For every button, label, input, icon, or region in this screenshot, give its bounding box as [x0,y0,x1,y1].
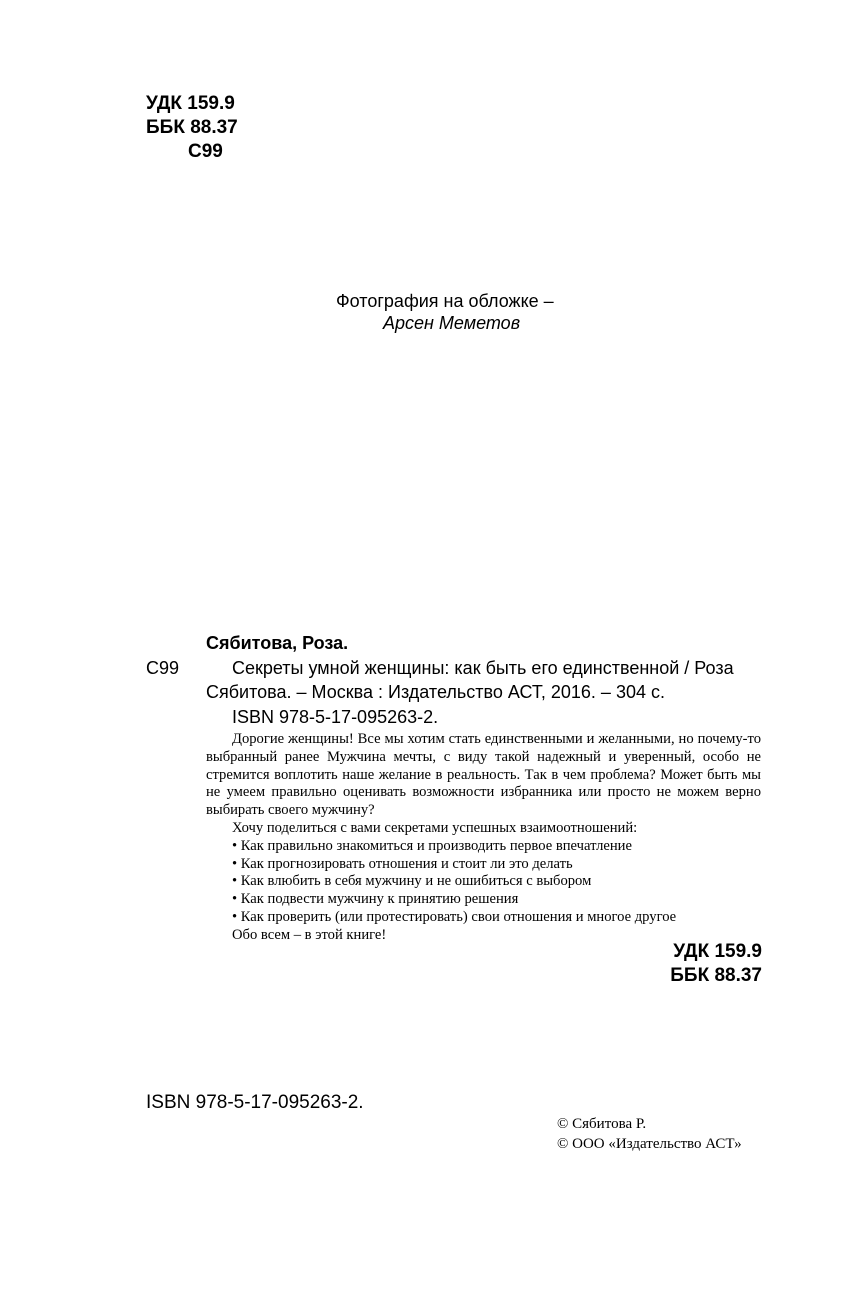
abstract-bullet: • Как подвести мужчину к принятию решения [232,891,519,908]
top-bbk: ББК 88.37 [146,117,238,138]
bottom-bbk: ББК 88.37 [670,965,762,986]
entry-author: Сябитова, Роза. [206,633,349,653]
top-author-mark: С99 [188,141,223,162]
photo-credit-name: Арсен Меметов [383,313,521,333]
abstract-bullet: • Как прогнозировать отношения и стоит ли это делать [232,855,573,872]
entry-title-line1: Секреты умной женщины: как быть его единственной / Роза [232,658,734,678]
abstract [206,731,761,945]
entry-title-line2: Сябитова. – Москва : Издательство АСТ, 2016. – 304 с. [206,682,665,702]
abstract-bullet: • Как правильно знакомиться и производить первое впечатление [232,837,632,854]
copyright-publisher: © ООО «Издательство АСТ» [557,1136,742,1152]
photo-credit-label: Фотография на обложке – [336,291,554,311]
top-udk: УДК 159.9 [146,93,235,114]
copyright-author: © Сябитова Р. [557,1116,647,1132]
abstract-bullet: • Как влюбить в себя мужчину и не ошибиться с выбором [232,873,592,890]
footer-isbn: ISBN 978-5-17-095263-2. [146,1092,364,1113]
abstract-intro: Хочу поделиться с вами секретами успешных взаимоотношений: [232,819,638,836]
abstract-bullet: • Как проверить (или протестировать) свои отношения и многое другое [232,908,677,925]
entry-isbn: ISBN 978-5-17-095263-2. [232,707,439,727]
bottom-udk: УДК 159.9 [673,941,762,962]
entry-mark: С99 [146,658,180,678]
abstract-paragraph: Дорогие женщины! Все мы хотим стать единственными и желанными, но почему-то выбранный ранее Мужчина мечты, с виду такой надежный и уверенный, особо не стремится воплотить наше желание в реальность. Так в чем проблема? Может быть мы не умеем правильно оценивать возможности избранника или просто не можем верно выбирать своего мужчину? [206,731,761,819]
abstract-closing: Обо всем – в этой книге! [232,926,387,943]
